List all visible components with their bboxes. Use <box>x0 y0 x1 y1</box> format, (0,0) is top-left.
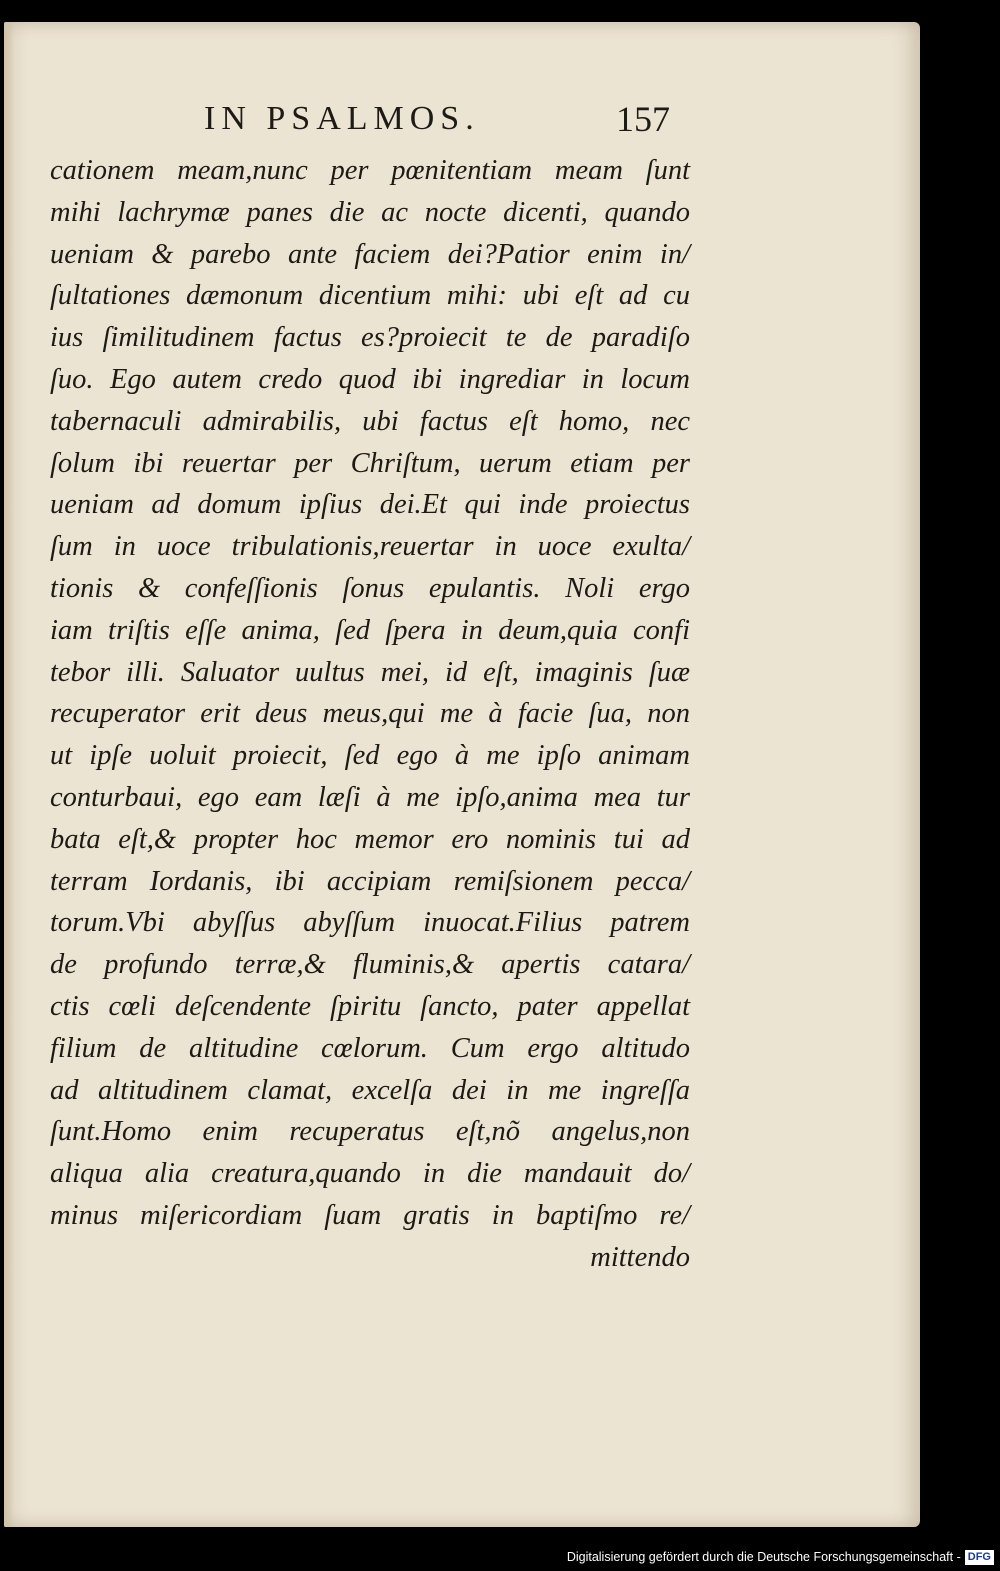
page-gutter-shadow <box>4 22 14 1527</box>
text-line: conturbaui, ego eam læſi à me ipſo,anima mea tur <box>50 781 690 813</box>
text-line: recuperator erit deus meus,qui me à facie ſua, non <box>50 698 690 730</box>
text-line: ſolum ibi reuertar per Chriſtum, uerum etiam per <box>50 447 690 479</box>
text-line: minus miſericordiam ſuam gratis in baptiſmo re/ <box>50 1199 690 1231</box>
text-line: ſum in uoce tribulationis,reuertar in uoce exulta/ <box>50 531 690 563</box>
text-line: ueniam ad domum ipſius dei.Et qui inde proiectus <box>50 489 690 521</box>
text-line: tebor illi. Saluator uultus mei, id eſt, imaginis ſuæ <box>50 656 690 688</box>
main-text-block <box>50 150 690 1279</box>
page-number: 157 <box>616 99 670 139</box>
text-line: bata eſt,& propter hoc memor ero nominis tui ad <box>50 823 690 855</box>
text-line: ctis cœli deſcendente ſpiritu ſancto, pater appellat <box>50 990 690 1022</box>
dfg-logo: DFG <box>965 1550 994 1565</box>
running-head: IN PSALMOS. <box>204 100 480 137</box>
text-line: mihi lachrymæ panes die ac nocte dicenti, quando <box>50 196 690 228</box>
text-line: iam triſtis eſſe anima, ſed ſpera in deum,quia confi <box>50 614 690 646</box>
text-line: ad altitudinem clamat, excelſa dei in me ingreſſa <box>50 1074 690 1106</box>
text-line: ius ſimilitudinem factus es?proiecit te de paradiſo <box>50 322 690 354</box>
book-page <box>4 22 920 1527</box>
catchword: mittendo <box>590 1241 690 1273</box>
text-line: tabernaculi admirabilis, ubi factus eſt homo, nec <box>50 405 690 437</box>
credit-text: Digitalisierung gefördert durch die Deutsche Forschungsgemeinschaft - <box>566 1550 961 1564</box>
text-line: filium de altitudine cœlorum. Cum ergo altitudo <box>50 1032 690 1064</box>
text-line: torum.Vbi abyſſus abyſſum inuocat.Filius patrem <box>50 907 690 939</box>
text-line: ueniam & parebo ante faciem dei?Patior enim in/ <box>50 238 690 270</box>
text-line: terram Iordanis, ibi accipiam remiſsionem pecca/ <box>50 865 690 897</box>
digitization-credit <box>567 1547 994 1567</box>
text-line: ſuo. Ego autem credo quod ibi ingrediar in locum <box>50 363 690 395</box>
text-line: aliqua alia creatura,quando in die mandauit do/ <box>50 1158 690 1190</box>
text-line: ſultationes dæmonum dicentium mihi: ubi eſt ad cu <box>50 280 690 312</box>
text-line: ut ipſe uoluit proiecit, ſed ego à me ipſo animam <box>50 740 690 772</box>
text-line: cationem meam,nunc per pœnitentiam meam ſunt <box>50 155 690 186</box>
text-line: de profundo terræ,& fluminis,& apertis catara/ <box>50 949 690 981</box>
text-line: tionis & confeſſionis ſonus epulantis. Noli ergo <box>50 572 690 604</box>
text-line: ſunt.Homo enim recuperatus eſt,nõ angelus,non <box>50 1116 690 1148</box>
